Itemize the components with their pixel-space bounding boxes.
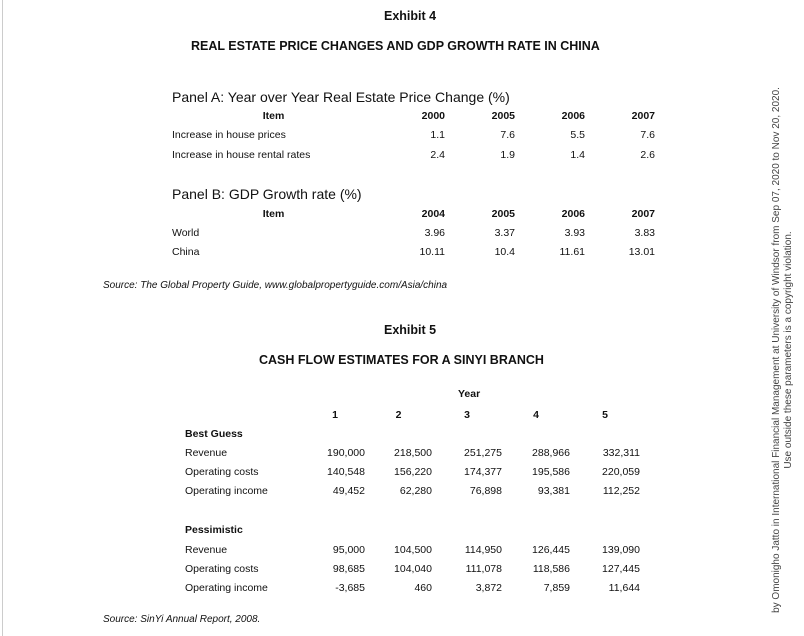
table-row [185,561,640,577]
row-label: Increase in house prices [172,129,286,141]
cell: 98,685 [332,563,365,575]
header-cell: Item [262,208,285,220]
cell: 118,586 [532,563,570,575]
row-label: Operating income [185,485,268,497]
header-cell: 2006 [561,110,585,122]
cell: 3.37 [494,227,515,239]
table-row [185,542,640,558]
watermark-line-1: by Omonigho Jatto in International Financial Management at University of Windsor from Sep 07, 2020 to Nov 20, 2020. [771,87,782,613]
cell: 111,078 [465,563,502,575]
cell: 156,220 [394,466,432,478]
row-label: Operating costs [185,466,259,478]
cell: 3,872 [475,582,502,594]
cell: 10.4 [494,246,515,258]
cell: 104,040 [394,563,432,575]
cell: 190,000 [327,447,365,459]
header-cell: 2004 [421,208,445,220]
cell: 104,500 [394,544,432,556]
cell: 127,445 [602,563,640,575]
header-cell: 2005 [491,208,515,220]
cell: 1.4 [570,149,585,161]
cell: 140,548 [327,466,365,478]
table-row [172,225,655,241]
table-row [172,127,655,143]
header-cell: 2005 [491,110,515,122]
table-row [185,464,640,480]
cell: 49,452 [332,485,365,497]
year-header: Year [458,388,481,400]
exhibit5-title: CASH FLOW ESTIMATES FOR A SINYI BRANCH [259,353,544,367]
row-label: World [172,227,200,239]
cell: 62,280 [399,485,432,497]
header-cell: 2000 [421,110,445,122]
best-guess-heading: Best Guess [185,428,243,440]
exhibit4-label: Exhibit 4 [384,9,437,23]
cell: 288,966 [532,447,570,459]
row-label: Operating costs [185,563,259,575]
row-label: Revenue [185,447,228,459]
cell: 1.1 [430,129,445,141]
row-label: Revenue [185,544,228,556]
row-label: China [172,246,200,258]
cell: 2.4 [430,149,445,161]
year-cell: 5 [602,409,608,421]
panel-a-header [172,108,655,124]
copyright-watermark [771,50,795,636]
cell: 11,644 [608,582,640,594]
cell: 139,090 [602,544,640,556]
panel-a-title: Panel A: Year over Year Real Estate Price Change (%) [172,89,510,105]
cell: 218,500 [394,447,432,459]
year-cell: 2 [395,409,402,421]
year-cell: 1 [332,409,338,421]
cell: 7,859 [543,582,570,594]
cell: 114,950 [464,544,502,556]
year-numbers-row [185,407,640,423]
cell: 126,445 [532,544,570,556]
header-cell: Item [262,110,285,122]
cell: 5.5 [570,129,585,141]
cell: 10.11 [419,246,445,258]
panel-b-header [172,206,655,222]
cell: 3.83 [634,227,655,239]
cell: 13.01 [628,246,655,258]
cell: 1.9 [500,149,515,161]
table-row [185,445,640,461]
pessimistic-heading: Pessimistic [185,524,243,536]
page-edge-divider [2,0,3,636]
cell: 76,898 [469,485,502,497]
panel-b-title: Panel B: GDP Growth rate (%) [172,186,362,202]
cell: 95,000 [332,544,365,556]
table-row [185,580,640,596]
cell: 7.6 [500,129,515,141]
row-label: Operating income [185,582,268,594]
cell: 7.6 [640,129,655,141]
cell: 112,252 [602,485,640,497]
exhibit5-source: Source: SinYi Annual Report, 2008. [103,614,261,625]
year-cell: 3 [464,409,470,421]
exhibit5-label: Exhibit 5 [384,323,437,337]
cell: 3.96 [424,227,445,239]
cell: 332,311 [602,447,640,459]
year-cell: 4 [533,409,539,421]
table-row [172,147,655,163]
table-row [172,244,655,260]
cell: 460 [414,582,432,594]
row-label: Increase in house rental rates [172,149,311,161]
cell: 195,586 [532,466,570,478]
cell: 174,377 [464,466,502,478]
cell: 11.61 [559,246,585,258]
cell: 2.6 [640,149,655,161]
cell: 220,059 [602,466,640,478]
watermark-line-2: Use outside these parameters is a copyright violation. [783,231,794,469]
cell: 3.93 [564,227,585,239]
cell: 93,381 [537,485,570,497]
exhibit4-source: Source: The Global Property Guide, www.globalpropertyguide.com/Asia/china [103,280,448,291]
header-cell: 2006 [561,208,585,220]
header-cell: 2007 [631,208,655,220]
header-cell: 2007 [631,110,655,122]
cell: -3,685 [335,582,365,594]
table-row [185,483,640,499]
exhibit4-title: REAL ESTATE PRICE CHANGES AND GDP GROWTH RATE IN CHINA [191,39,600,53]
cell: 251,275 [464,447,502,459]
